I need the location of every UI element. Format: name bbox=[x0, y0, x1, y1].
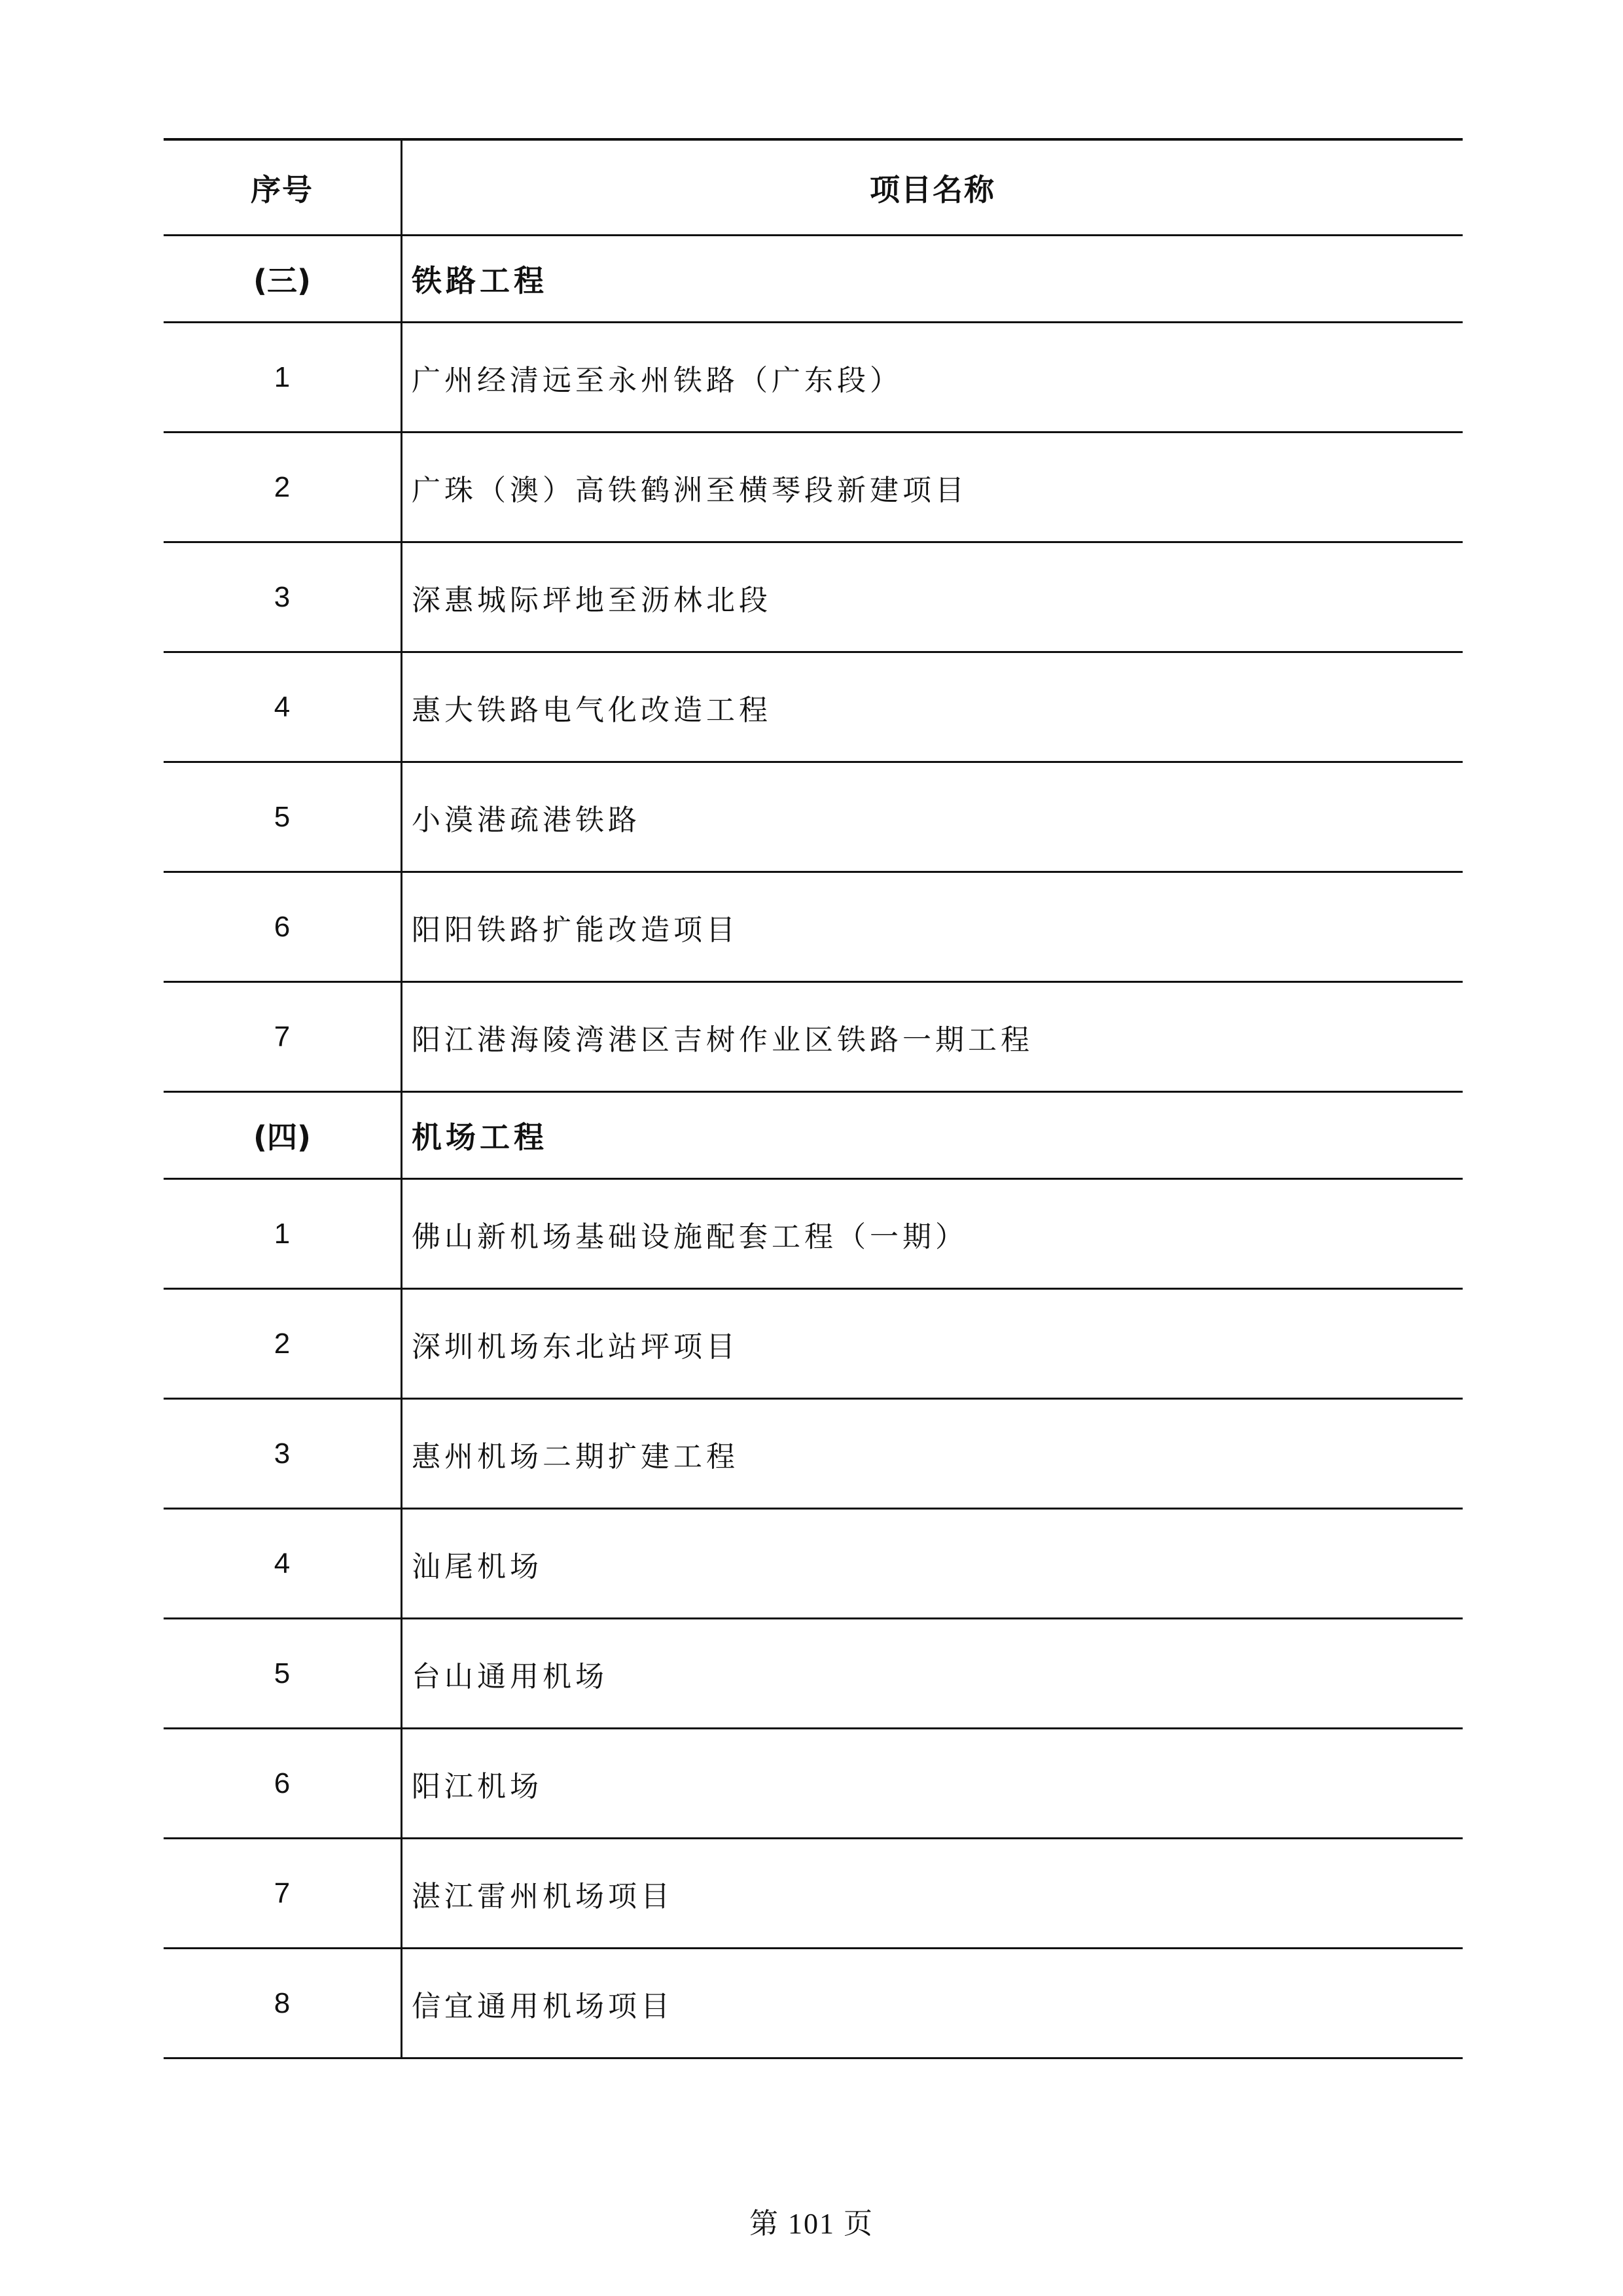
item-project-name: 湛江雷州机场项目 bbox=[412, 1879, 673, 1913]
section-number: (三) bbox=[164, 236, 402, 321]
table-row bbox=[164, 1510, 1463, 1619]
table-row bbox=[164, 1180, 1463, 1290]
table-row bbox=[164, 1729, 1463, 1839]
section-title: 机场工程 bbox=[412, 1120, 548, 1155]
item-project-name: 台山通用机场 bbox=[412, 1659, 608, 1693]
item-project-name: 小漠港疏港铁路 bbox=[412, 803, 641, 837]
item-number: 4 bbox=[164, 1510, 402, 1617]
item-number: 1 bbox=[164, 323, 402, 431]
item-number: 7 bbox=[164, 1839, 402, 1947]
item-number: 7 bbox=[164, 983, 402, 1091]
table-row bbox=[164, 653, 1463, 763]
item-number: 6 bbox=[164, 873, 402, 981]
section-row bbox=[164, 236, 1463, 323]
item-project-name: 惠大铁路电气化改造工程 bbox=[412, 693, 772, 727]
header-project-name: 项目名称 bbox=[870, 171, 995, 207]
item-project-name: 汕尾机场 bbox=[412, 1549, 543, 1583]
item-number: 6 bbox=[164, 1729, 402, 1837]
table-row bbox=[164, 1839, 1463, 1949]
page-number: 第 101 页 bbox=[749, 2208, 874, 2240]
item-number: 4 bbox=[164, 653, 402, 761]
table-row bbox=[164, 763, 1463, 873]
item-number: 3 bbox=[164, 1400, 402, 1508]
item-project-name: 惠州机场二期扩建工程 bbox=[412, 1439, 739, 1474]
item-project-name: 广州经清远至永州铁路（广东段） bbox=[412, 363, 902, 397]
section-title: 铁路工程 bbox=[412, 263, 548, 298]
item-project-name: 佛山新机场基础设施配套工程（一期） bbox=[412, 1220, 968, 1254]
table-row bbox=[164, 323, 1463, 433]
item-number: 1 bbox=[164, 1180, 402, 1288]
section-number: (四) bbox=[164, 1093, 402, 1178]
item-project-name: 信宜通用机场项目 bbox=[412, 1989, 673, 2023]
item-project-name: 阳江港海陵湾港区吉树作业区铁路一期工程 bbox=[412, 1023, 1033, 1057]
table-row bbox=[164, 433, 1463, 543]
item-number: 5 bbox=[164, 1619, 402, 1727]
section-row bbox=[164, 1093, 1463, 1180]
header-serial-number: 序号 bbox=[164, 141, 402, 234]
item-number: 3 bbox=[164, 543, 402, 651]
table-row bbox=[164, 873, 1463, 983]
table-row bbox=[164, 543, 1463, 653]
item-number: 5 bbox=[164, 763, 402, 871]
item-project-name: 深惠城际坪地至沥林北段 bbox=[412, 583, 772, 617]
item-project-name: 阳阳铁路扩能改造项目 bbox=[412, 913, 739, 947]
project-table bbox=[164, 138, 1463, 2059]
table-row bbox=[164, 1949, 1463, 2059]
table-row bbox=[164, 1400, 1463, 1510]
item-number: 2 bbox=[164, 433, 402, 541]
item-project-name: 深圳机场东北站坪项目 bbox=[412, 1330, 739, 1364]
table-row bbox=[164, 983, 1463, 1093]
item-number: 2 bbox=[164, 1290, 402, 1398]
table-header-row bbox=[164, 141, 1463, 236]
item-project-name: 阳江机场 bbox=[412, 1769, 543, 1803]
table-row bbox=[164, 1290, 1463, 1400]
item-project-name: 广珠（澳）高铁鹤洲至横琴段新建项目 bbox=[412, 473, 968, 507]
item-number: 8 bbox=[164, 1949, 402, 2057]
table-row bbox=[164, 1619, 1463, 1729]
